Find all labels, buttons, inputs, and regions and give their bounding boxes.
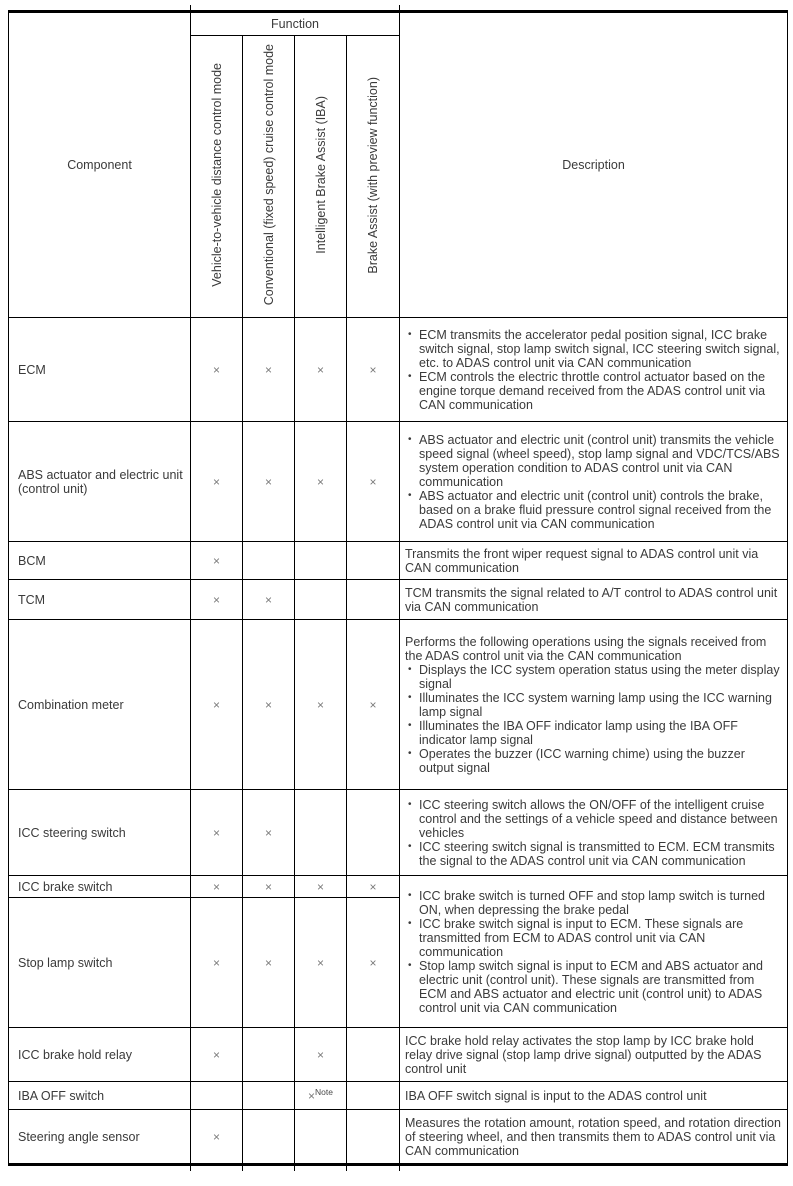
bullet-item: • Illuminates the ICC system warning lamp using the ICC warning lamp signal — [405, 691, 781, 719]
mark-cell: × — [347, 876, 400, 898]
row-icc-steering-switch — [9, 790, 787, 876]
mark-cell — [243, 1082, 295, 1110]
mark-cell: × — [347, 318, 400, 422]
description-text: IBA OFF switch signal is input to the ADAS control unit — [405, 1088, 707, 1103]
description-cell — [400, 542, 787, 580]
function-header: Function — [191, 13, 400, 36]
mark-cell — [347, 1028, 400, 1082]
mark-cell: × — [191, 580, 243, 620]
description-bullets — [405, 328, 781, 412]
component-cell: ECM — [9, 318, 191, 422]
description-cell — [400, 790, 787, 876]
mark: × — [308, 1088, 316, 1103]
mark-cell — [347, 580, 400, 620]
component-header: Component — [9, 13, 191, 318]
component-cell: Stop lamp switch — [9, 898, 191, 1028]
mark-cell — [347, 1110, 400, 1163]
mark-cell: × — [243, 620, 295, 790]
description-bullets — [405, 798, 781, 868]
mark-cell — [295, 790, 347, 876]
mark-cell: × — [295, 898, 347, 1028]
mark-cell: × — [191, 1110, 243, 1163]
bullet-item: • ICC brake switch signal is input to ECM. These signals are transmitted from ECM to ADAS control unit via CAN communication — [405, 917, 781, 959]
mark-cell: × — [191, 620, 243, 790]
description-cell — [400, 1028, 787, 1082]
header-row-function — [9, 13, 787, 36]
mark-cell — [243, 542, 295, 580]
mark-cell — [347, 790, 400, 876]
component-cell: Steering angle sensor — [9, 1110, 191, 1163]
mark-cell: × — [295, 422, 347, 542]
description-cell — [400, 1082, 787, 1110]
mark-cell — [191, 1082, 243, 1110]
bullet-item: • ABS actuator and electric unit (control unit) transmits the vehicle speed signal (wheel speed), stop lamp signal and VDC/TCS/ABS system operation condition to ADAS control unit via CAN communication — [405, 433, 781, 489]
table-body — [9, 318, 787, 1163]
table-header — [9, 13, 787, 318]
component-function-table — [8, 10, 788, 1166]
mark-cell: × — [191, 898, 243, 1028]
row-ecm — [9, 318, 787, 422]
mark-cell — [347, 1082, 400, 1110]
rule-tail — [242, 1166, 243, 1171]
function-column-header — [347, 36, 400, 318]
bullet-item: • ICC brake switch is turned OFF and stop lamp switch is turned ON, when depressing the brake pedal — [405, 889, 781, 917]
mark-cell: × — [243, 876, 295, 898]
mark-cell — [295, 542, 347, 580]
rule-tail — [346, 1166, 347, 1171]
table-wrapper — [8, 10, 786, 1166]
component-cell: ICC steering switch — [9, 790, 191, 876]
description-bullets — [405, 433, 781, 531]
description-bullets — [405, 663, 781, 775]
component-cell: Combination meter — [9, 620, 191, 790]
row-abs-actuator — [9, 422, 787, 542]
bullet-item: • Operates the buzzer (ICC warning chime) using the buzzer output signal — [405, 747, 781, 775]
mark-cell: × — [243, 790, 295, 876]
component-cell: ICC brake switch — [9, 876, 191, 898]
mark-cell: × — [347, 898, 400, 1028]
description-cell — [400, 318, 787, 422]
bullet-item: • Stop lamp switch signal is input to ECM and ABS actuator and electric unit (control unit). These signals are transmitted from ECM and ABS actuator and electric unit (control unit) to ADAS control unit via CAN communication — [405, 959, 781, 1015]
mark-cell: × — [243, 580, 295, 620]
description-text: TCM transmits the signal related to A/T control to ADAS control unit via CAN communication — [405, 585, 778, 614]
description-text: Measures the rotation amount, rotation speed, and rotation direction of steering wheel, and then transmits them to ADAS control unit via CAN communication — [405, 1115, 781, 1158]
mark-cell: × — [191, 876, 243, 898]
mark-cell: × — [191, 790, 243, 876]
component-cell: IBA OFF switch — [9, 1082, 191, 1110]
mark-cell: × — [295, 876, 347, 898]
bullet-item: • ECM controls the electric throttle control actuator based on the engine torque demand received from the ADAS control unit via CAN communication — [405, 370, 781, 412]
rule-tail — [294, 1166, 295, 1171]
mark-cell: × — [191, 422, 243, 542]
description-cell-shared — [400, 876, 787, 1028]
component-cell: ABS actuator and electric unit (control unit) — [9, 422, 191, 542]
mark-cell: × — [191, 318, 243, 422]
function-column-header — [295, 36, 347, 318]
mark-cell: × — [191, 542, 243, 580]
vertical-label: Conventional (fixed speed) cruise control mode — [261, 44, 276, 306]
mark-cell — [243, 1110, 295, 1163]
component-cell: ICC brake hold relay — [9, 1028, 191, 1082]
mark-cell — [347, 542, 400, 580]
description-cell — [400, 620, 787, 790]
description-header: Description — [400, 13, 787, 318]
bullet-item: • ECM transmits the accelerator pedal position signal, ICC brake switch signal, stop lamp switch signal, ICC steering switch signal, etc. to ADAS control unit via CAN communication — [405, 328, 781, 370]
mark-cell — [295, 580, 347, 620]
mark-cell: × — [347, 422, 400, 542]
description-bullets — [405, 889, 781, 1015]
bullet-item: • ABS actuator and electric unit (control unit) controls the brake, based on a brake fluid pressure control signal received from the ADAS control unit via CAN communication — [405, 489, 781, 531]
row-iba-off-switch — [9, 1082, 787, 1110]
mark-cell: × — [295, 1028, 347, 1082]
rule-tail — [399, 5, 400, 10]
function-column-header — [243, 36, 295, 318]
description-cell — [400, 422, 787, 542]
vertical-label: Vehicle-to-vehicle distance control mode — [209, 63, 224, 287]
row-combination-meter — [9, 620, 787, 790]
bullet-item: • Illuminates the IBA OFF indicator lamp using the IBA OFF indicator lamp signal — [405, 719, 781, 747]
vertical-label: Intelligent Brake Assist (IBA) — [313, 96, 328, 254]
description-text: ICC brake hold relay activates the stop lamp by ICC brake hold relay drive signal (stop lamp drive signal) outputted by the ADAS control unit — [405, 1033, 762, 1076]
bullet-item: • Displays the ICC system operation status using the meter display signal — [405, 663, 781, 691]
mark-cell — [243, 1028, 295, 1082]
mark-cell — [295, 1110, 347, 1163]
mark-cell: × — [243, 422, 295, 542]
rule-tail — [190, 5, 191, 10]
description-cell — [400, 580, 787, 620]
mark-cell: × — [243, 898, 295, 1028]
description-text: Transmits the front wiper request signal to ADAS control unit via CAN communication — [405, 546, 759, 575]
vertical-label: Brake Assist (with preview function) — [366, 76, 380, 274]
description-intro: Performs the following operations using the signals received from the ADAS control unit via the CAN communication — [405, 634, 767, 663]
rule-tail — [190, 1166, 191, 1171]
mark-cell: × — [295, 620, 347, 790]
mark-cell: × — [347, 620, 400, 790]
row-tcm — [9, 580, 787, 620]
note-superscript: Note — [315, 1086, 333, 1097]
mark-cell: × — [295, 318, 347, 422]
row-bcm — [9, 542, 787, 580]
mark-cell: × — [191, 1028, 243, 1082]
mark-cell: × — [243, 318, 295, 422]
function-column-header — [191, 36, 243, 318]
row-steering-angle-sensor — [9, 1110, 787, 1163]
bullet-item: • ICC steering switch signal is transmitted to ECM. ECM transmits the signal to the ADAS control unit via CAN communication — [405, 840, 781, 868]
rule-tail — [399, 1166, 400, 1171]
row-icc-brake-switch — [9, 876, 787, 898]
row-icc-brake-hold-relay — [9, 1028, 787, 1082]
bullet-item: • ICC steering switch allows the ON/OFF of the intelligent cruise control and the settings of a vehicle speed and distance between vehicles — [405, 798, 781, 840]
component-cell: TCM — [9, 580, 191, 620]
mark-cell-with-note — [295, 1082, 347, 1110]
description-cell — [400, 1110, 787, 1163]
component-cell: BCM — [9, 542, 191, 580]
